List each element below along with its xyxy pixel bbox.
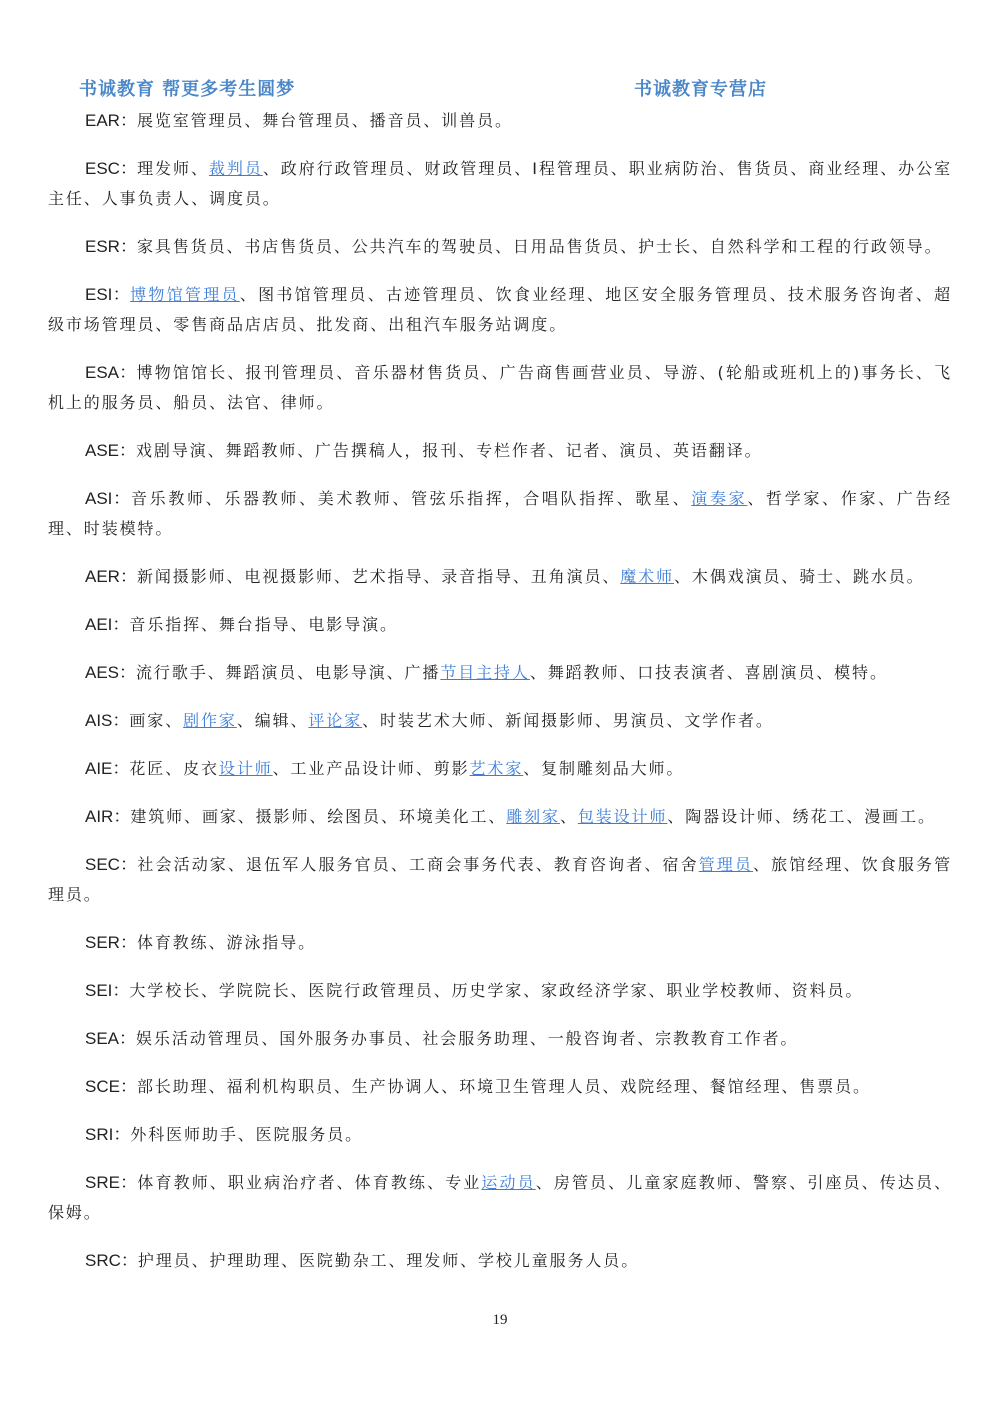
holland-code-label: SRE：: [85, 1173, 138, 1192]
occupation-link[interactable]: 演奏家: [691, 489, 748, 508]
occupation-paragraph: [48, 484, 952, 544]
occupation-text: 音乐指挥、舞台指导、电影导演。: [129, 615, 398, 634]
holland-code-label: EAR：: [85, 111, 137, 130]
holland-code-label: AIS：: [85, 711, 130, 730]
occupation-paragraph: [48, 1168, 952, 1228]
occupation-link[interactable]: 魔术师: [620, 567, 674, 586]
occupation-text: 、木偶戏演员、骑士、跳水员。: [673, 567, 925, 586]
holland-code-label: ESR：: [85, 237, 137, 256]
holland-code-label: ASE：: [85, 441, 137, 460]
occupation-paragraph: [48, 1246, 952, 1276]
occupation-paragraph: [48, 706, 952, 736]
occupation-text: 画家、: [129, 711, 184, 730]
occupation-link[interactable]: 博物馆管理员: [130, 285, 240, 304]
occupation-link[interactable]: 雕刻家: [506, 807, 560, 826]
occupation-paragraph: [48, 154, 952, 214]
occupation-paragraph: [48, 106, 952, 136]
occupation-text: 、舞蹈教师、口技表演者、喜剧演员、模特。: [529, 663, 888, 682]
occupation-paragraph: [48, 1072, 952, 1102]
holland-code-label: SER：: [85, 933, 137, 952]
occupation-text: 、哲学家、作家、广告经理、时装模特。: [48, 489, 953, 538]
occupation-text: 新闻摄影师、电视摄影师、艺术指导、录音指导、丑角演员、: [136, 567, 621, 586]
occupation-paragraph: [48, 928, 952, 958]
occupation-link[interactable]: 剧作家: [183, 711, 237, 730]
occupation-text: 、: [559, 807, 578, 826]
occupation-text: 建筑师、画家、摄影师、绘图员、环境美化工、: [130, 807, 507, 826]
occupation-text: 部长助理、福利机构职员、生产协调人、环境卫生管理人员、戏院经理、餐馆经理、售票员。: [136, 1077, 871, 1096]
holland-code-label: SCE：: [85, 1077, 137, 1096]
occupation-paragraph: [48, 280, 952, 340]
occupation-paragraph: [48, 1024, 952, 1054]
holland-code-label: AEI：: [85, 615, 130, 634]
holland-code-label: AER：: [85, 567, 137, 586]
holland-code-label: ESI：: [85, 285, 131, 304]
occupation-paragraph: [48, 754, 952, 784]
holland-code-label: SEI：: [85, 981, 130, 1000]
holland-code-label: AES：: [85, 663, 137, 682]
occupation-text: 、政府行政管理员、财政管理员、I程管理员、职业病防治、售货员、商业经理、办公室主任、人事负责人、调度员。: [48, 159, 952, 208]
occupation-text: 、房管员、儿童家庭教师、警察、引座员、传达员、保姆。: [48, 1173, 952, 1222]
occupation-paragraph: [48, 232, 952, 262]
occupation-paragraph: [48, 436, 952, 466]
occupation-text: 、复制雕刻品大师。: [523, 759, 685, 778]
occupation-text: 戏剧导演、舞蹈教师、广告撰稿人，报刊、专栏作者、记者、演员、英语翻译。: [136, 441, 763, 460]
occupation-text: 、时装艺术大师、新闻摄影师、男演员、文学作者。: [362, 711, 774, 730]
occupation-text: 花匠、皮衣: [129, 759, 219, 778]
occupation-text: 体育教练、游泳指导。: [136, 933, 316, 952]
occupation-text: 理发师、: [137, 159, 209, 178]
occupation-link[interactable]: 节目主持人: [440, 663, 530, 682]
occupation-paragraph: [48, 976, 952, 1006]
occupation-paragraph: [48, 850, 952, 910]
occupation-text: 家具售货员、书店售货员、公共汽车的驾驶员、日用品售货员、护士长、自然科学和工程的行政领导。: [136, 237, 943, 256]
occupation-text: 大学校长、学院院长、医院行政管理员、历史学家、家政经济学家、职业学校教师、资料员。: [129, 981, 864, 1000]
occupation-text: 社会活动家、退伍军人服务官员、工商会事务代表、教育咨询者、宿舍: [137, 855, 699, 874]
occupation-text: 音乐教师、乐器教师、美术教师、管弦乐指挥，合唱队指挥、歌星、: [130, 489, 692, 508]
occupation-paragraph: [48, 658, 952, 688]
occupation-text: 、旅馆经理、饮食服务管理员。: [48, 855, 953, 904]
occupation-text: 博物馆馆长、报刊管理员、音乐器材售货员、广告商售画营业员、导游、(轮船或班机上的)事务长、飞机上的服务员、船员、法官、律师。: [48, 363, 952, 412]
occupation-link[interactable]: 运动员: [481, 1173, 536, 1192]
header-slogan: 书诚教育 帮更多考生圆梦: [79, 79, 296, 100]
occupation-text: 、陶器设计师、绣花工、漫画工。: [667, 807, 936, 826]
occupation-link[interactable]: 裁判员: [208, 159, 263, 178]
occupation-paragraph: [48, 1120, 952, 1150]
occupation-link[interactable]: 包装设计师: [577, 807, 668, 826]
occupation-text: 娱乐活动管理员、国外服务办事员、社会服务助理、一般咨询者、宗教教育工作者。: [136, 1029, 799, 1048]
occupation-text: 流行歌手、舞蹈演员、电影导演、广播: [136, 663, 441, 682]
occupation-list: [48, 106, 952, 1294]
occupation-paragraph: [48, 802, 952, 832]
occupation-link[interactable]: 管理员: [698, 855, 754, 874]
occupation-text: 体育教师、职业病治疗者、体育教练、专业: [137, 1173, 482, 1192]
occupation-link[interactable]: 评论家: [308, 711, 363, 730]
holland-code-label: AIE：: [85, 759, 130, 778]
occupation-paragraph: [48, 562, 952, 592]
occupation-text: 、图书馆管理员、古迹管理员、饮食业经理、地区安全服务管理员、技术服务咨询者、超级市场管理员、零售商品店店员、批发商、出租汽车服务站调度。: [48, 285, 953, 334]
holland-code-label: ASI：: [85, 489, 131, 508]
header-store-name: 书诚教育专营店: [634, 79, 767, 100]
occupation-link[interactable]: 设计师: [218, 759, 273, 778]
holland-code-label: SEA：: [85, 1029, 137, 1048]
holland-code-label: SRC：: [85, 1251, 138, 1270]
page-number: 19: [492, 1312, 508, 1328]
occupation-text: 护理员、护理助理、医院勤杂工、理发师、学校儿童服务人员。: [137, 1251, 640, 1270]
holland-code-label: SEC：: [85, 855, 138, 874]
occupation-text: 、编辑、: [236, 711, 309, 730]
occupation-text: 外科医师助手、医院服务员。: [130, 1125, 364, 1144]
holland-code-label: ESA：: [85, 363, 137, 382]
occupation-link[interactable]: 艺术家: [469, 759, 524, 778]
occupation-paragraph: [48, 358, 952, 418]
occupation-paragraph: [48, 610, 952, 640]
occupation-text: 、工业产品设计师、剪影: [272, 759, 470, 778]
occupation-text: 展览室管理员、舞台管理员、播音员、训兽员。: [136, 111, 513, 130]
holland-code-label: SRI：: [85, 1125, 131, 1144]
holland-code-label: AIR：: [85, 807, 131, 826]
holland-code-label: ESC：: [85, 159, 138, 178]
